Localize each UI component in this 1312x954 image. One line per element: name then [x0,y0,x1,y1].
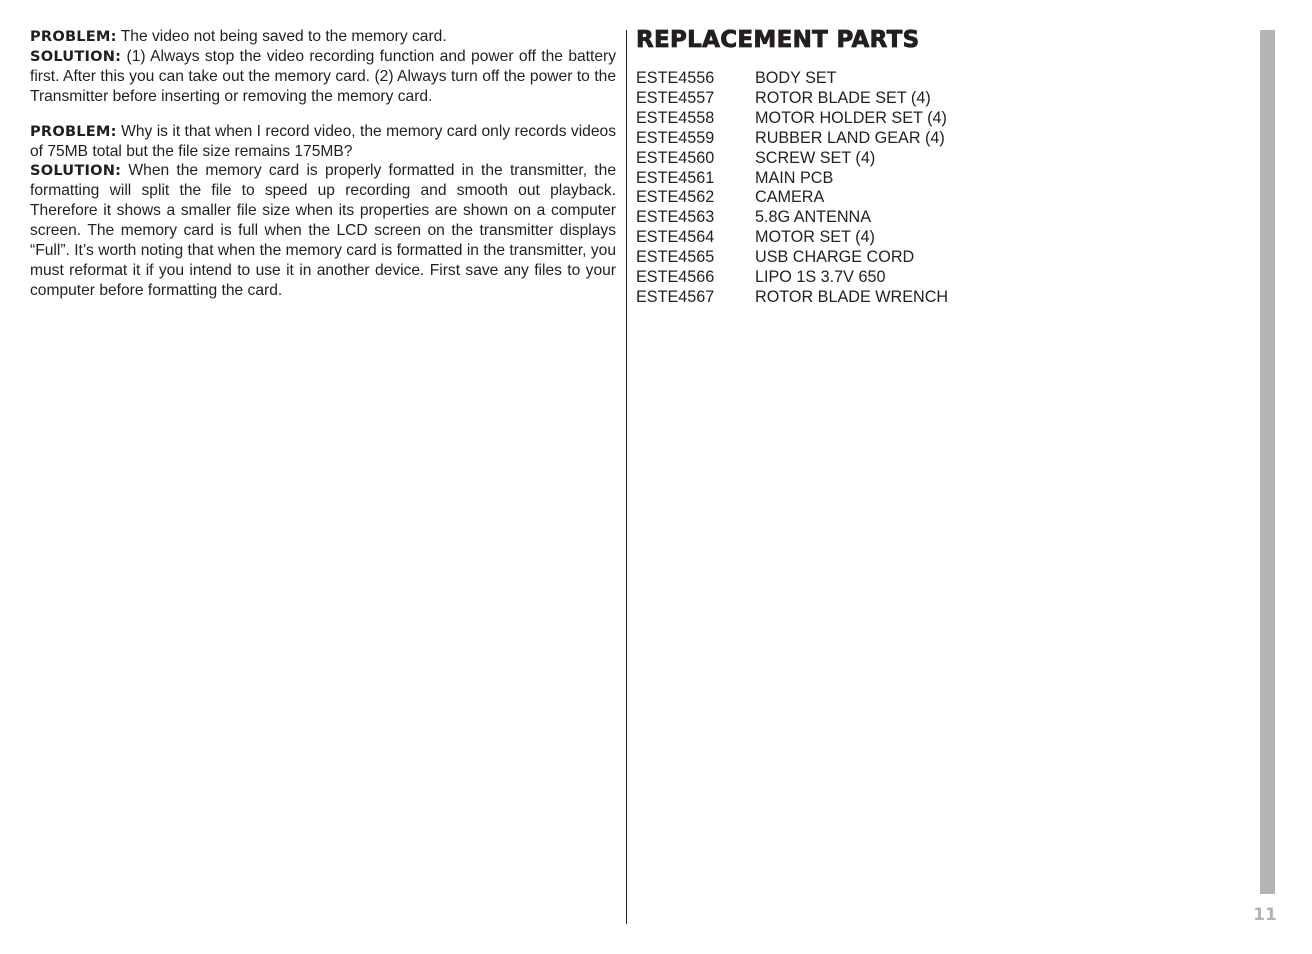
troubleshooting-column [30,27,616,316]
table-row [636,208,948,228]
part-code: ESTE4561 [636,168,715,187]
solution-text: When the memory card is properly formatted in the transmitter, the formatting will split the file to speed up recording and smooth out playback. Therefore it shows a smaller file size when its properties are shown on a computer screen. The memory card is full when the LCD screen on the transmitter displays “Full”. It’s worth noting that when the memory card is formatted in the transmitter, you must reformat it if you intend to use it in another device. First save any files to your computer before formatting the card. [30,162,616,299]
table-row [636,188,948,208]
part-code: ESTE4566 [636,268,715,287]
replacement-parts-section [636,26,1236,308]
table-row [636,69,948,89]
replacement-parts-heading: REPLACEMENT PARTS [636,27,920,53]
part-code: ESTE4559 [636,128,715,147]
part-name: MOTOR HOLDER SET (4) [755,108,947,127]
solution-label: SOLUTION: [30,47,122,65]
problem-paragraph [30,122,616,162]
table-row [636,89,948,109]
problem-text: The video not being saved to the memory card. [116,28,447,45]
problem-label: PROBLEM: [30,28,117,45]
page-number: 11 [1253,905,1277,925]
part-code: ESTE4564 [636,228,715,247]
problem-paragraph [30,27,616,47]
solution-label: SOLUTION: [30,162,122,180]
replacement-parts-table [636,69,948,308]
part-name: RUBBER LAND GEAR (4) [755,128,945,147]
part-name: ROTOR BLADE WRENCH [755,287,949,306]
part-code: ESTE4563 [636,208,715,227]
table-row [636,268,948,288]
solution-text: (1) Always stop the video recording function and power off the battery first. After this you can take out the memory card. (2) Always turn off the power to the Transmitter before inserting or removing the memory card. [30,47,616,105]
part-code: ESTE4562 [636,188,715,207]
table-row [636,228,948,248]
part-code: ESTE4557 [636,88,715,107]
part-code: ESTE4565 [636,248,715,267]
table-row [636,169,948,189]
part-name: SCREW SET (4) [755,148,876,167]
table-row [636,248,948,268]
part-name: 5.8G ANTENNA [755,208,872,227]
part-name: USB CHARGE CORD [755,248,915,267]
solution-paragraph [30,161,616,300]
part-code: ESTE4567 [636,287,715,306]
part-name: LIPO 1S 3.7V 650 [755,268,886,287]
part-name: BODY SET [755,69,837,87]
solution-paragraph [30,47,616,107]
table-row [636,149,948,169]
page-edge-bar [1260,30,1275,894]
problem-label: PROBLEM: [30,122,117,140]
troubleshooting-item [30,27,616,107]
part-name: MAIN PCB [755,168,834,187]
part-code: ESTE4560 [636,148,715,167]
table-row [636,129,948,149]
part-name: MOTOR SET (4) [755,228,875,247]
troubleshooting-item [30,122,616,301]
table-row [636,288,948,308]
part-name: CAMERA [755,188,825,207]
part-name: ROTOR BLADE SET (4) [755,88,931,107]
column-divider [626,30,627,924]
part-code: ESTE4558 [636,108,715,127]
problem-text: Why is it that when I record video, the memory card only records videos of 75MB total but the file size remains 175MB? [30,122,616,160]
table-row [636,109,948,129]
part-code: ESTE4556 [636,69,715,87]
